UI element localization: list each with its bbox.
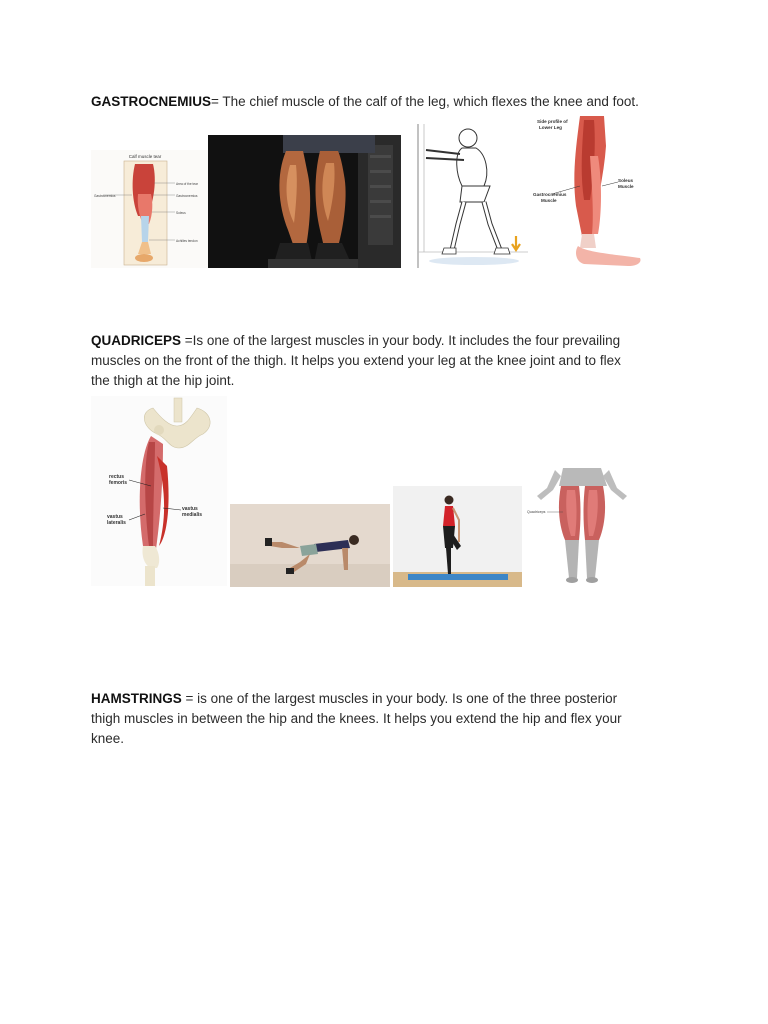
calf-label-soleus: Soleus [176,211,186,215]
soleus-muscle-label-line2: Muscle [618,184,634,189]
calf-label-gastrocnemius: Gastrocnemius [94,194,116,198]
gastrocnemius-paragraph [91,92,691,112]
gastrocnemius-term: GASTROCNEMIUS [91,94,212,109]
calf-muscles-photo [208,135,401,268]
quadriceps-label: Quadriceps [527,510,546,514]
hamstrings-term: HAMSTRINGS [91,691,182,706]
quadriceps-anatomy-diagram [91,396,227,586]
rectus-femoris-label-line2: femoris [109,480,128,486]
gastrocnemius-muscle-label-line2: Muscle [541,198,557,203]
side-profile-title-line1: Side profile of [537,119,568,124]
calf-diagram-title: Calf muscle tear [128,154,162,159]
vastus-lateralis-label-line2: lateralis [107,520,126,526]
quadriceps-front-anatomy-diagram [525,466,640,587]
hamstrings-paragraph [91,689,691,749]
hamstrings-definition-line1: = is one of the largest muscles in your body. Is one of the three posterior [181,691,618,706]
standing-quad-stretch-photo [393,486,522,587]
side-profile-title-line2: Lower Leg [539,125,562,130]
lower-leg-side-profile-diagram [530,116,652,268]
quadriceps-definition-line1: =Is one of the largest muscles in your body. It includes the four prevailing [181,333,621,348]
gastrocnemius-definition: = The chief muscle of the calf of the leg, which flexes the knee and foot. [211,94,639,109]
quadriceps-definition-line2: muscles on the front of the thigh. It helps you extend your leg at the knee joint and to flex [91,353,621,368]
hamstrings-definition-line3: knee. [91,731,125,746]
calf-muscle-tear-diagram [91,150,208,268]
soleus-muscle-label-line1: Soleus [618,178,634,183]
quadriceps-definition-line3: the thigh at the hip joint. [91,373,235,388]
rectus-femoris-label-line1: rectus [109,474,125,480]
vastus-lateralis-label-line1: vastus [107,514,123,520]
quadriceps-term: QUADRICEPS [91,333,182,348]
calf-label-achilles: Achilles tendon [176,239,198,243]
calf-label-tear-area: Area of the tear [176,182,198,186]
gastrocnemius-muscle-label-line1: Gastrocnemius [533,192,567,197]
calf-label-gastrocnemius-right: Gastrocnemius [176,194,198,198]
mountain-climber-photo [230,504,390,587]
vastus-medialis-label-line1: vastus [182,506,198,512]
quadriceps-paragraph [91,331,691,391]
vastus-medialis-label-line2: medialis [182,512,203,518]
calf-stretch-illustration [404,124,528,268]
hamstrings-definition-line2: thigh muscles in between the hip and the knees. It helps you extend the hip and flex your [91,711,622,726]
